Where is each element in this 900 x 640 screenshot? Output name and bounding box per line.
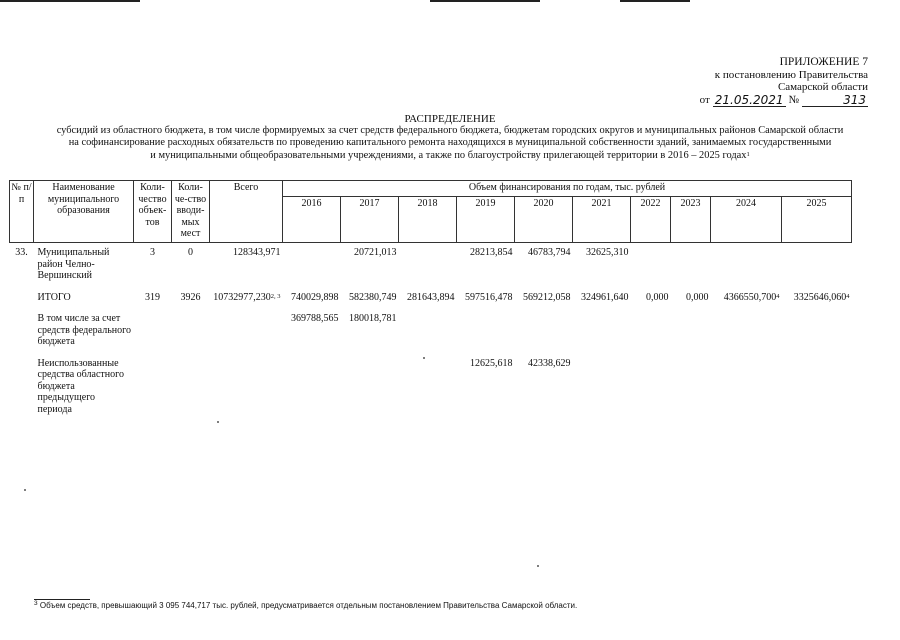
row-total bbox=[210, 354, 283, 422]
row-year-value bbox=[671, 309, 711, 354]
row-year-value: 28213,854 bbox=[470, 247, 513, 258]
date-prefix: от bbox=[699, 94, 710, 106]
row-year-value: 369788,565 bbox=[291, 313, 339, 324]
handwritten-date: 21.05.2021 bbox=[714, 92, 784, 107]
header-year: 2019 bbox=[457, 197, 515, 243]
row-total: 128343,971 bbox=[233, 247, 281, 258]
appendix-title: ПРИЛОЖЕНИЕ 7 bbox=[779, 56, 868, 68]
row-year-value bbox=[631, 309, 671, 354]
table-row bbox=[10, 354, 852, 422]
row-year-value: 582380,749 bbox=[349, 291, 397, 303]
row-year-value bbox=[283, 354, 341, 422]
row-num: 33. bbox=[15, 247, 28, 258]
header-year: 2025 bbox=[782, 197, 852, 243]
scan-speck bbox=[537, 565, 539, 567]
row-year-value bbox=[671, 243, 711, 288]
row-qty-objects bbox=[134, 309, 172, 354]
heading-title: РАСПРЕДЕЛЕНИЕ bbox=[404, 113, 496, 125]
header-year: 2018 bbox=[399, 197, 457, 243]
row-year-value: 0,000 bbox=[646, 291, 669, 303]
scan-speck bbox=[423, 357, 425, 359]
row-year-value bbox=[711, 354, 782, 422]
table-row bbox=[10, 288, 852, 310]
row-name: Неиспользованные средства областного бюджета предыдущего периода bbox=[37, 357, 124, 415]
header-year: 2022 bbox=[631, 197, 671, 243]
heading-line-1: субсидий из областного бюджета, в том числе формируемых за счет средств федерального бюджета, бюджетам городских округов и муниципальных районов Самарской области bbox=[56, 125, 844, 137]
row-year-value: 0,000 bbox=[686, 291, 709, 303]
header-year: 2016 bbox=[283, 197, 341, 243]
number-prefix: № bbox=[788, 94, 799, 106]
heading-line-2: на софинансирование расходных обязательств по проведению капитального ремонта находящихся в муниципальной собственности зданий, занимаемых государственными bbox=[68, 137, 832, 149]
row-num bbox=[10, 288, 34, 310]
row-year-value bbox=[399, 309, 457, 354]
row-year-value bbox=[515, 309, 573, 354]
row-year-value: 3325646,060$^4$ bbox=[793, 291, 850, 303]
header-year: 2021 bbox=[573, 197, 631, 243]
row-year-value: 42338,629 bbox=[528, 357, 571, 369]
distribution-table bbox=[9, 180, 852, 421]
row-year-value: 32625,310 bbox=[586, 247, 629, 258]
row-qty-places: 3926 bbox=[180, 291, 201, 303]
header-year: 2024 bbox=[711, 197, 782, 243]
row-qty-places bbox=[172, 309, 210, 354]
appendix-line-2: к постановлению Правительства bbox=[714, 68, 868, 81]
row-num bbox=[10, 354, 34, 422]
row-year-value: 597516,478 bbox=[465, 291, 513, 303]
row-year-value: 740029,898 bbox=[291, 291, 339, 303]
row-qty-places bbox=[172, 354, 210, 422]
row-name: ИТОГО bbox=[37, 291, 71, 303]
row-year-value bbox=[573, 354, 631, 422]
header-year: 2020 bbox=[515, 197, 573, 243]
row-qty-objects bbox=[134, 354, 172, 422]
scan-speck bbox=[24, 489, 26, 491]
row-year-value bbox=[631, 354, 671, 422]
appendix-date-line bbox=[698, 94, 868, 107]
scan-edge-line bbox=[620, 0, 690, 2]
row-year-value bbox=[782, 309, 852, 354]
handwritten-number: 313 bbox=[802, 94, 868, 107]
row-total: 10732977,230$^{2, 3}$ bbox=[213, 291, 281, 303]
document-heading bbox=[0, 113, 900, 162]
row-year-value bbox=[631, 243, 671, 288]
scan-speck bbox=[217, 421, 219, 423]
row-year-value: 46783,794 bbox=[528, 247, 571, 258]
appendix-line-3: Самарской области bbox=[777, 81, 868, 93]
table-row bbox=[10, 243, 852, 288]
row-year-value bbox=[711, 309, 782, 354]
row-year-value bbox=[399, 354, 457, 422]
row-year-value: 12625,618 bbox=[470, 357, 513, 369]
header-total: Всего bbox=[210, 181, 283, 243]
header-financing: Объем финансирования по годам, тыс. рублей bbox=[283, 181, 852, 197]
row-year-value: 4366550,700$^4$ bbox=[723, 291, 780, 303]
row-total bbox=[210, 309, 283, 354]
row-year-value bbox=[573, 309, 631, 354]
row-year-value: 281643,894 bbox=[407, 291, 455, 303]
row-num bbox=[10, 309, 34, 354]
header-year: 2023 bbox=[671, 197, 711, 243]
row-qty-places: 0 bbox=[188, 247, 193, 258]
header-qty-places: Коли-че-ство вводи-мых мест bbox=[172, 181, 210, 243]
row-qty-objects: 3 bbox=[150, 247, 155, 258]
header-year: 2017 bbox=[341, 197, 399, 243]
header-qty-objects: Коли-чество объек-тов bbox=[134, 181, 172, 243]
footnote-separator bbox=[34, 599, 90, 600]
row-year-value bbox=[711, 243, 782, 288]
row-year-value bbox=[457, 309, 515, 354]
scan-edge-line bbox=[430, 0, 540, 2]
footnote: $^3$ Объем средств, превышающий 3 095 744,717 тыс. рублей, предусматривается отдельным постановлением Правительства Самарской области. bbox=[34, 600, 578, 610]
row-year-value bbox=[283, 243, 341, 288]
row-year-value bbox=[399, 243, 457, 288]
row-qty-objects: 319 bbox=[145, 291, 160, 303]
header-name: Наименование муниципального образования bbox=[34, 181, 134, 243]
header-num: № п/п bbox=[10, 181, 34, 243]
appendix-header bbox=[698, 56, 868, 107]
row-year-value: 180018,781 bbox=[349, 313, 397, 324]
row-year-value bbox=[782, 243, 852, 288]
row-year-value: 569212,058 bbox=[523, 291, 571, 303]
row-year-value: 20721,013 bbox=[354, 247, 397, 258]
row-year-value bbox=[782, 354, 852, 422]
row-year-value bbox=[671, 354, 711, 422]
scan-edge-line bbox=[0, 0, 140, 2]
heading-line-3: и муниципальными общеобразовательными учреждениями, а также по благоустройству прилегающей территории в 2016 – 2025 годах$^1$ bbox=[150, 149, 750, 161]
table-row bbox=[10, 309, 852, 354]
row-name: В том числе за счет средств федерального бюджета bbox=[37, 313, 131, 347]
heading-footnote-ref: 1 bbox=[746, 150, 750, 158]
row-year-value bbox=[341, 354, 399, 422]
row-year-value: 324961,640 bbox=[581, 291, 629, 303]
row-name: Муниципальный район Челно-Вершинский bbox=[37, 247, 110, 281]
